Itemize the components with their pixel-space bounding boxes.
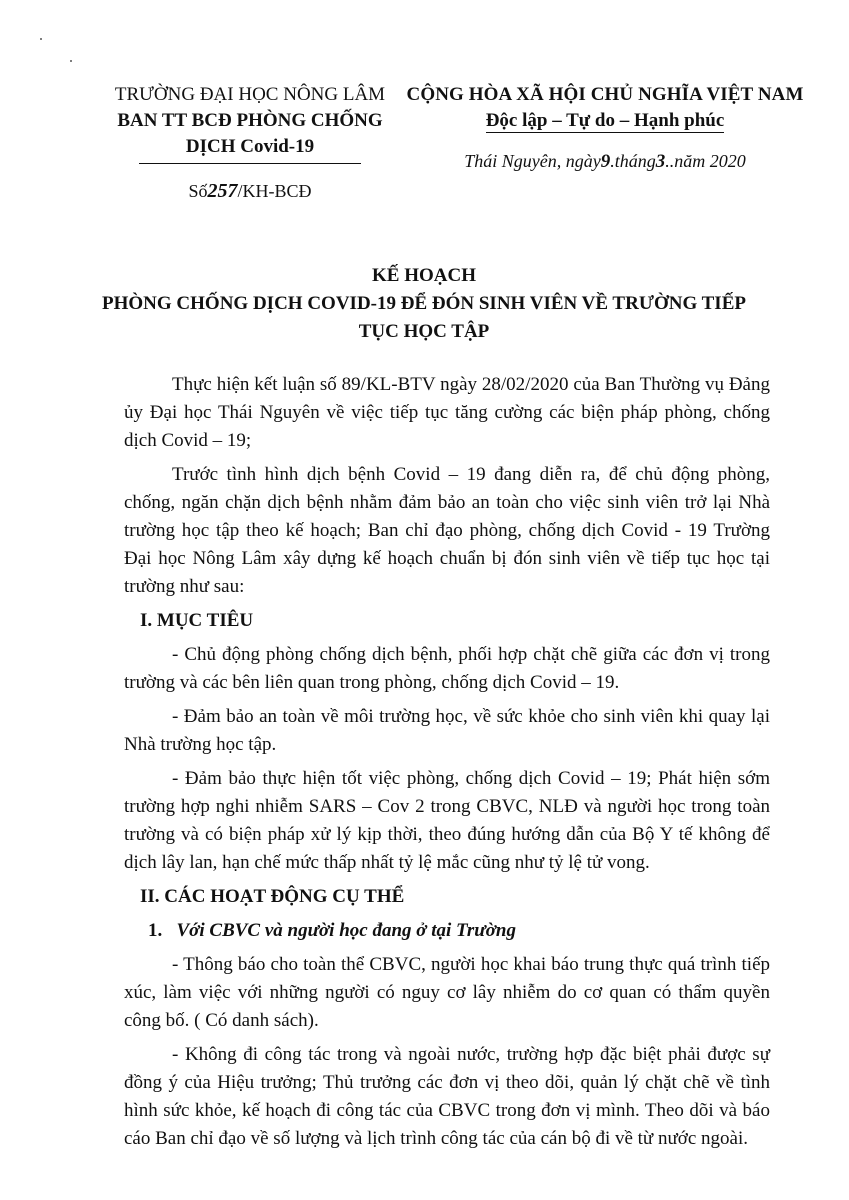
scan-speck	[70, 60, 72, 62]
subsection-number: 1.	[148, 920, 163, 941]
document-title	[90, 262, 758, 346]
agency-line-3: DỊCH Covid-19	[185, 136, 315, 157]
nation-name: CỘNG HÒA XÃ HỘI CHỦ NGHĨA VIỆT NAM	[406, 84, 804, 105]
intro-paragraph-2: Trước tình hình dịch bệnh Covid – 19 đang diễn ra, để chủ động phòng, chống, ngăn chặn dịch bệnh nhằm đảm bảo an toàn cho việc sinh viên trở lại Nhà trường học tập theo kế hoạch; Ban chỉ đạo phòng, chống dịch Covid - 19 Trường Đại học Nông Lâm xây dựng kế hoạch chuẩn bị đón sinh viên về tiếp tục học tại trường như sau:	[124, 464, 770, 597]
agency-line-2: BAN TT BCĐ PHÒNG CHỐNG	[117, 110, 383, 131]
date-mid: .tháng	[610, 151, 656, 171]
date-month-handwritten: 3	[655, 151, 666, 172]
document-number	[100, 178, 400, 204]
place-date-line	[405, 148, 805, 175]
docno-prefix: Số	[188, 181, 208, 201]
date-suffix: ..năm 2020	[665, 151, 746, 171]
objective-item: - Đảm bảo thực hiện tốt việc phòng, chống dịch Covid – 19; Phát hiện sớm trường hợp nghi nhiễm SARS – Cov 2 trong CBVC, NLĐ và người học trong toàn trường và có biện pháp xử lý kịp thời, theo đúng hướng dẫn của Bộ Y tế không để dịch lây lan, hạn chế mức thấp nhất tỷ lệ mắc cũng như tỷ lệ tử vong.	[124, 768, 770, 873]
agency-line-1: TRƯỜNG ĐẠI HỌC NÔNG LÂM	[114, 84, 386, 105]
section-heading-objectives: I. MỤC TIÊU	[140, 610, 254, 631]
docno-suffix: /KH-BCĐ	[237, 181, 312, 201]
intro-paragraph-1: Thực hiện kết luận số 89/KL-BTV ngày 28/02/2020 của Ban Thường vụ Đảng ủy Đại học Thái Nguyên về việc tiếp tục tăng cường các biện pháp phòng, chống dịch Covid – 19;	[124, 374, 770, 451]
issuing-agency-block	[100, 82, 400, 204]
objective-item: - Đảm bảo an toàn về môi trường học, về sức khỏe cho sinh viên khi quay lại Nhà trường học tập.	[124, 706, 770, 755]
national-motto	[405, 108, 805, 134]
docno-handwritten: 257	[207, 180, 238, 202]
motto-text: Độc lập – Tự do – Hạnh phúc	[485, 110, 725, 131]
activity-item: - Không đi công tác trong và ngoài nước, trường hợp đặc biệt phải được sự đồng ý của Hiệu trưởng; Thủ trưởng các đơn vị theo dõi, quản lý chặt chẽ về tình hình sức khỏe, kế hoạch đi công tác của CBVC trong đơn vị mình. Theo dõi và báo cáo Ban chỉ đạo về số lượng và lịch trình công tác của cán bộ đi về từ nước ngoài.	[124, 1044, 770, 1149]
national-header-block	[405, 82, 805, 175]
title-line-1: KẾ HOẠCH	[372, 265, 476, 286]
objective-item: - Chủ động phòng chống dịch bệnh, phối hợp chặt chẽ giữa các đơn vị trong trường và các bên liên quan trong phòng, chống dịch Covid – 19.	[124, 644, 770, 693]
subsection-title: Với CBVC và người học đang ở tại Trường	[176, 920, 516, 941]
date-prefix: Thái Nguyên, ngày	[464, 151, 601, 171]
document-body	[124, 371, 770, 1159]
date-day-handwritten: 9	[600, 151, 611, 172]
title-line-2: PHÒNG CHỐNG DỊCH COVID-19 ĐỂ ĐÓN SINH VIÊN VỀ TRƯỜNG TIẾP TỤC HỌC TẬP	[102, 293, 746, 342]
scan-speck	[40, 38, 42, 40]
section-heading-activities: II. CÁC HOẠT ĐỘNG CỤ THỂ	[140, 886, 405, 907]
activity-item: - Thông báo cho toàn thể CBVC, người học khai báo trung thực quá trình tiếp xúc, làm việc với những người có nguy cơ lây nhiễm do cơ quan có thẩm quyền công bố. ( Có danh sách).	[124, 954, 770, 1031]
agency-underline	[139, 163, 361, 164]
subsection-heading	[124, 917, 770, 945]
